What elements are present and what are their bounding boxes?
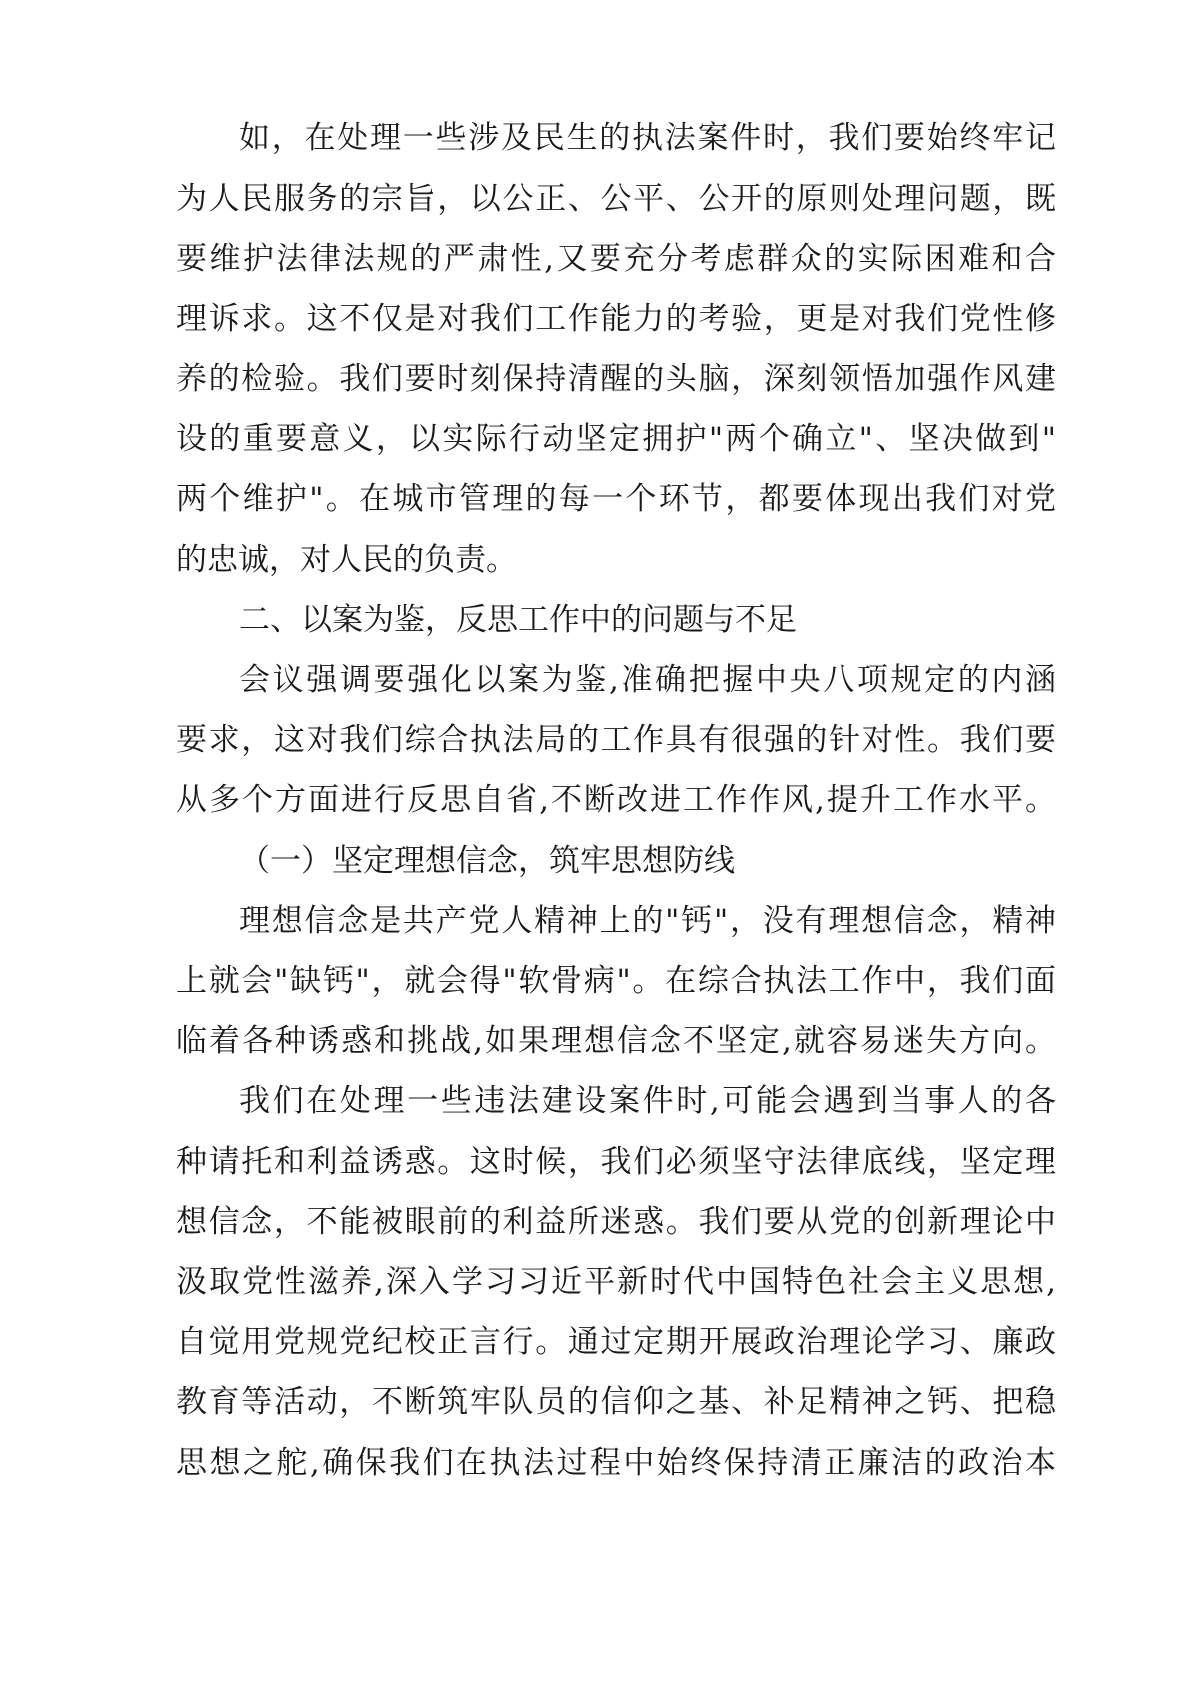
paragraph-line: 理想信念是共产党人精神上的"钙"，没有理想信念，精神 <box>239 903 1056 939</box>
paragraph-line: 养的检验。我们要时刻保持清醒的头脑，深刻领悟加强作风建 <box>176 361 1056 397</box>
paragraph-line: 如，在处理一些涉及民生的执法案件时，我们要始终牢记 <box>239 120 1056 156</box>
paragraph-line: 会议强调要强化以案为鉴,准确把握中央八项规定的内涵 <box>239 662 1056 698</box>
paragraph-line: 想信念，不能被眼前的利益所迷惑。我们要从党的创新理论中 <box>176 1204 1056 1240</box>
paragraph-line: 理诉求。这不仅是对我们工作能力的考验，更是对我们党性修 <box>176 301 1056 337</box>
section-heading: 二、以案为鉴，反思工作中的问题与不足 <box>239 602 797 638</box>
subsection-heading: （一）坚定理想信念，筑牢思想防线 <box>239 843 735 879</box>
paragraph-line: 我们在处理一些违法建设案件时,可能会遇到当事人的各 <box>239 1083 1056 1119</box>
paragraph-line: 设的重要意义，以实际行动坚定拥护"两个确立"、坚决做到" <box>176 421 1056 457</box>
paragraph-line: 自觉用党规党纪校正言行。通过定期开展政治理论学习、廉政 <box>176 1324 1056 1360</box>
paragraph-line: 的忠诚，对人民的负责。 <box>176 542 517 578</box>
paragraph-line: 教育等活动，不断筑牢队员的信仰之基、补足精神之钙、把稳 <box>176 1384 1056 1420</box>
paragraph-line: 要求，这对我们综合执法局的工作具有很强的针对性。我们要 <box>176 722 1056 758</box>
paragraph-line: 两个维护"。在城市管理的每一个环节，都要体现出我们对党 <box>176 481 1056 517</box>
paragraph-line: 从多个方面进行反思自省,不断改进工作作风,提升工作水平。 <box>176 782 1056 818</box>
paragraph-line: 汲取党性滋养,深入学习习近平新时代中国特色社会主义思想, <box>176 1264 1056 1300</box>
paragraph-line: 思想之舵,确保我们在执法过程中始终保持清正廉洁的政治本 <box>176 1445 1056 1481</box>
paragraph-line: 种请托和利益诱惑。这时候，我们必须坚守法律底线，坚定理 <box>176 1144 1056 1180</box>
paragraph-line: 临着各种诱惑和挑战,如果理想信念不坚定,就容易迷失方向。 <box>176 1023 1056 1059</box>
paragraph-line: 要维护法律法规的严肃性,又要充分考虑群众的实际困难和合 <box>176 241 1056 277</box>
paragraph-line: 为人民服务的宗旨，以公正、公平、公开的原则处理问题，既 <box>176 181 1056 217</box>
paragraph-line: 上就会"缺钙"，就会得"软骨病"。在综合执法工作中，我们面 <box>176 963 1056 999</box>
